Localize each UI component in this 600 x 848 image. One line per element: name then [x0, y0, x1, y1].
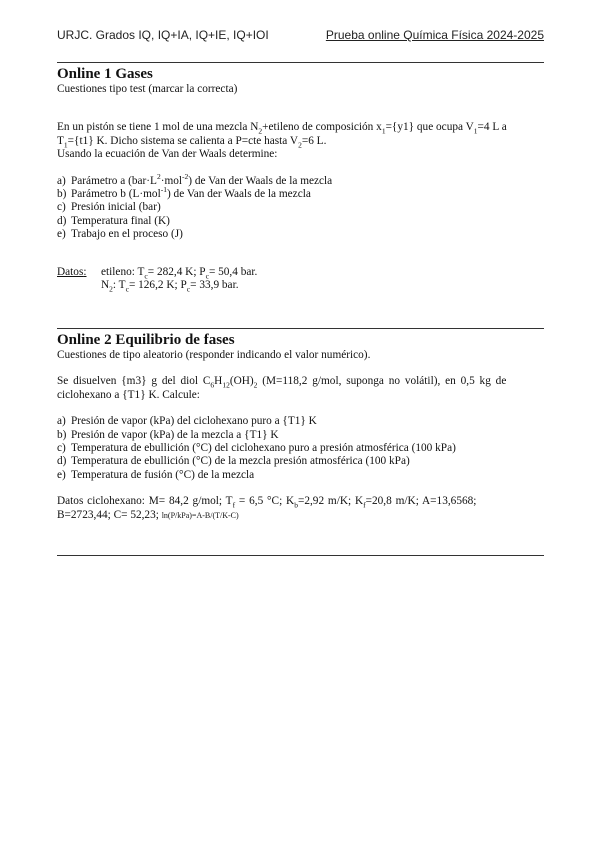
data-line: Datos: etileno: $T_c= 282,4$ K; $P_c= 50,4$ bar. — [57, 265, 258, 280]
question-item: e) Trabajo en el proceso (J) — [57, 228, 183, 241]
section-online-2 — [57, 332, 544, 522]
problem-text-line: Usando la ecuación de Van der Waals determine: — [57, 148, 278, 161]
header-course: URJC. Grados IQ, IQ+IA, IQ+IE, IQ+IOI — [57, 28, 269, 42]
data-line: $N_2$: $T_c= 126,2$ K; $P_c= 33,9$ bar. — [101, 279, 239, 294]
data-line: Datos ciclohexano: M= 84,2 g/mol; $T_f = 6,5$ °C; $K_b=2,92$ m/K; $K_f=20,8$ m/K; A=13,6568; — [57, 495, 477, 510]
question-item: b) Parámetro b (L·mol$^{-1}$) de Van der Waals de la mezcla — [57, 185, 311, 201]
question-item: c) Temperatura de ebullición (°C) del ciclohexano puro a presión atmosférica (100 kPa) — [57, 442, 456, 455]
data-line: B=2723,44; C= 52,23; ln(P/kPa)=A-B/(T/K-C) — [57, 508, 239, 521]
question-list — [57, 171, 544, 242]
section-subtitle: Cuestiones de tipo aleatorio (responder indicando el valor numérico). — [57, 349, 371, 361]
divider-top — [57, 62, 544, 63]
question-list — [57, 415, 544, 482]
problem-text-line: $T_1=\{t1\}$ K. Dicho sistema se calienta a P=cte hasta $V_2=6$ L. — [57, 134, 327, 150]
problem-text-line: Se disuelven {m3} g del diol $C_6H_{12}(OH)_2$ (M=118,2 g/mol, suponga no volátil), en 0,5 kg de — [57, 375, 507, 390]
divider-middle — [57, 328, 544, 329]
divider-bottom — [57, 555, 544, 556]
section-title: Online 2 Equilibrio de fases — [57, 332, 235, 348]
question-item: d) Temperatura de ebullición (°C) de la mezcla presión atmosférica (100 kPa) — [57, 455, 410, 468]
question-item: d) Temperatura final (K) — [57, 214, 170, 227]
question-item: a) Presión de vapor (kPa) del ciclohexano puro a {T1} K — [57, 415, 317, 428]
page-header — [57, 28, 544, 46]
question-item: b) Presión de vapor (kPa) de la mezcla a {T1} K — [57, 428, 279, 441]
section-subtitle: Cuestiones tipo test (marcar la correcta) — [57, 83, 238, 95]
header-exam-title: Prueba online Química Física 2024-2025 — [325, 28, 544, 42]
question-item: c) Presión inicial (bar) — [57, 201, 161, 214]
problem-text-line: En un pistón se tiene 1 mol de una mezcla $N_2+etileno$ de composición $x_1=\{y1\}$ que ocupa $V_1=4$ L a — [57, 121, 507, 136]
question-item: a) Parámetro a $(bar\cdot L^2\cdot mol^{-2})$ de Van der Waals de la mezcla — [57, 171, 333, 187]
section-title: Online 1 Gases — [57, 66, 153, 82]
problem-text-line: ciclohexano a {T1} K. Calcule: — [57, 388, 200, 401]
antoine-formula: ln(P/kPa)=A-B/(T/K-C) — [161, 510, 239, 520]
section-online-1 — [57, 66, 544, 292]
question-item: e) Temperatura de fusión (°C) de la mezcla — [57, 468, 255, 481]
